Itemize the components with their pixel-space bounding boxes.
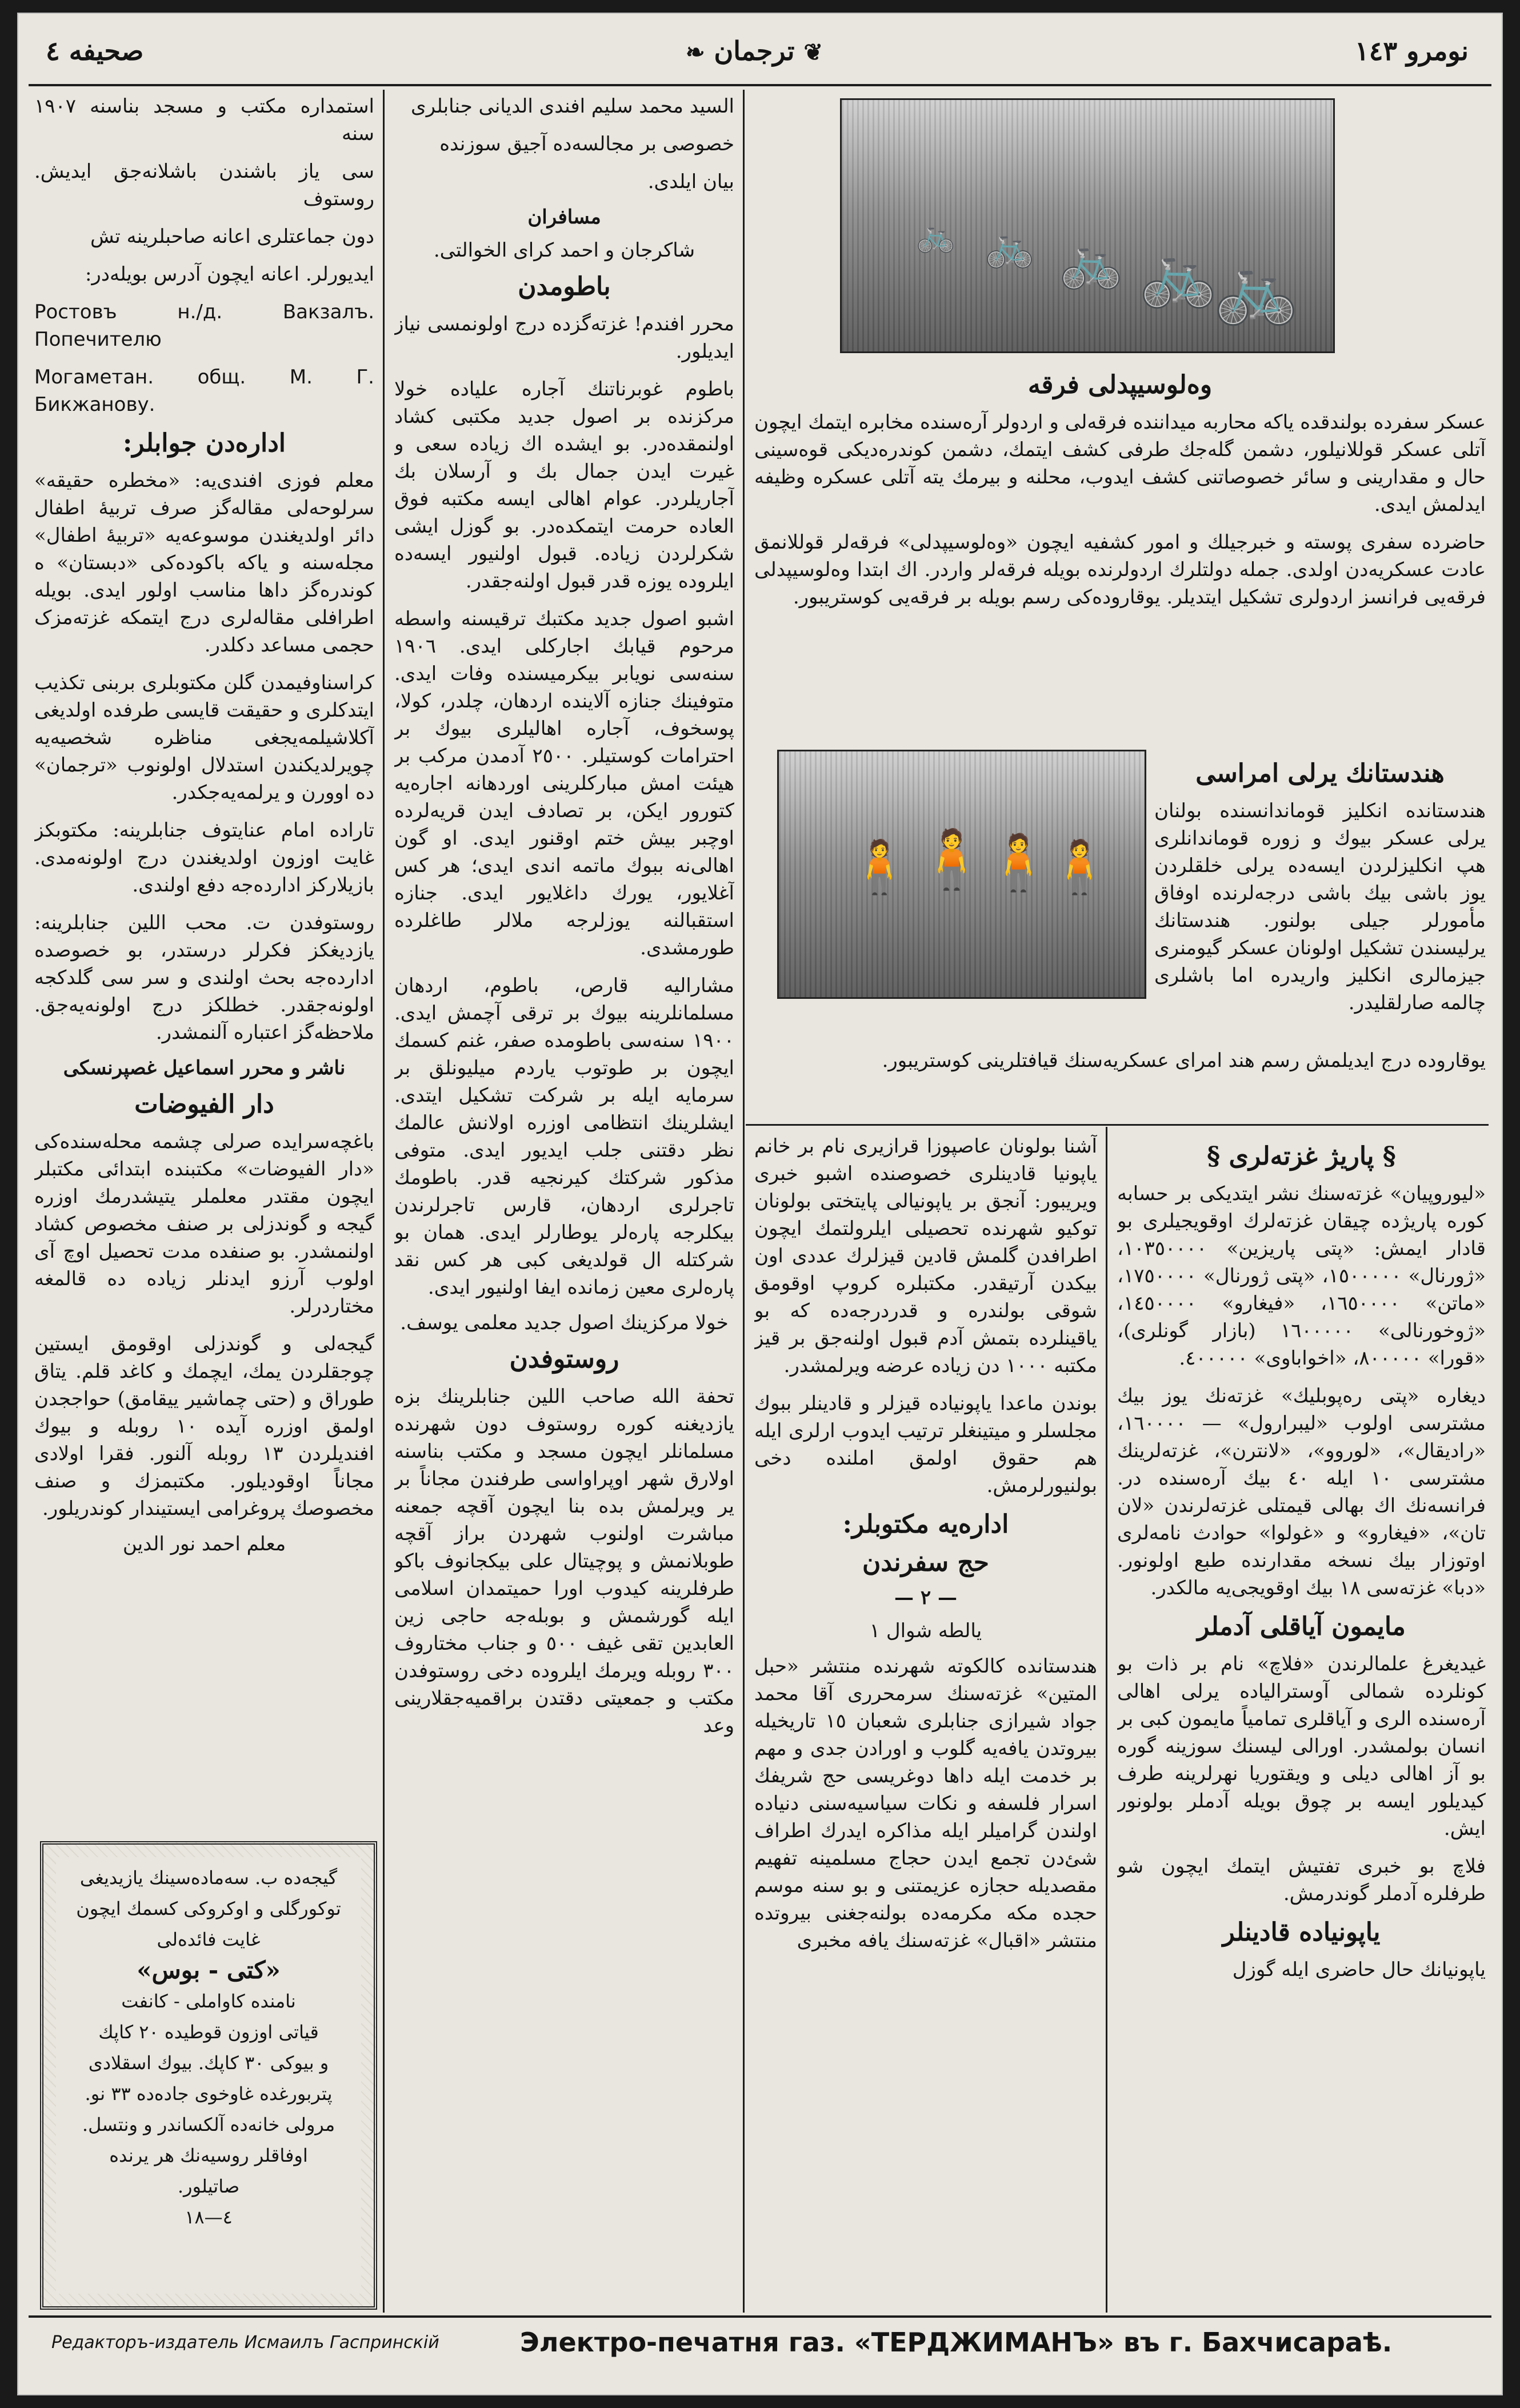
letters-title: اداره‌یه مکتوبلر: [842, 1510, 1009, 1539]
column-rule-3 [1106, 1127, 1107, 2313]
col1-intro-1: استمداره مکتب و مسجد بناسنه ١٩٠٧ سنه [34, 95, 374, 145]
school-paragraph-2: گیجه‌لی و گوندزلی اوقومق ایستین چوجقلردن یمك، ایچمك و کاغد قلم. یتاق طوراق و (حتی چماشیر ییقامق) حواججدن اولمق اوزره آیده ١٠ روبله و بیوك افندیلردن ١٣ روبله آلنور. فقرا اولادی مجاناً اوقودیلور. مکتبمزك و صنف مخصوصك پروغرامی ایستیندار کوندریلور. [34, 1333, 374, 1520]
column-left [34, 93, 374, 1835]
ad-line-3: غایت فائده‌لی [157, 1929, 261, 1950]
cyclist-1-icon: 🚲 [1139, 237, 1217, 310]
batumi-paragraph-2: باطوم غوبرناتنك آجاره علیاده خولا مرکزنده بر اصول جدید مکتبی کشاد اولنمقده‌در. بو ایشده اك زیاده سعی و غیرت ایدن جمال بك و آرسلان بك آجاریلردر. عوام اهالی ایسه مکتبه فوق العاده حرمت ایتمکده‌در. بو گوزل ایشی شکرلردن زیاده. قبول اولنیور ایسه‌ده ایلروده یوزه قدر قبول اولنه‌جقدر. [394, 378, 734, 593]
answer-4: روستوفدن ت. محب اللین جنابلرینه: یازدیغکز فکرلر درستدر، بو خصوصده ادارده‌جه بحث اولندی و سر سی گلدکجه اولونه‌جقدر. خطلکز درج اولونه‌یه‌جق. ملاحظه‌گز اعتباره آلنمشدر. [34, 911, 374, 1044]
officer-4-icon: 🧍 [1047, 837, 1112, 897]
ad-line-12: ٤—١٨ [185, 2206, 233, 2228]
japan-women-paragraph-2: بوندن ماعدا یاپونیاده قیزلر و قادینلر ببوك مجلسلر و میتینغلر ترتیب ایدوب ارلری ایله هم حقوق اولمق املنده دخی بولنیورلرمش. [754, 1392, 1097, 1497]
header-rule [29, 84, 1491, 86]
page-header [29, 30, 1491, 81]
column-rule-2 [743, 90, 745, 2313]
ad-line-7: و بیوکی ٣٠ کاپك. بیوك اسقلادی [88, 2052, 329, 2074]
ad-line-10: اوفاقلر روسیه‌نك هر یرنده [109, 2145, 308, 2166]
india-paragraph-1: هندستانده انکلیز قوماندانسنده بولنان یرلی عسکر بیوك و زوره قوماندانلری هپ انکلیزلردن ایسه‌ده یرلی خلقلردن یوز باشی بیك باشی درجه‌لرنده اوفاق مأمورلر جیلی بولنور. هندستانك یرلیسندن تشکیل اولونان عسکر گیومنری جیزمالری انکلیز واریدرە اما باشلری چالمه صارلقلیدر. [1154, 799, 1486, 1014]
paris-paragraph-1: «لیوروپیان» غزته‌سنك نشر ایتدیکی بر حسابه کوره پاریژده چیقان غزته‌لرك اوقویجیلری بو قادار ایمش: «پتی پاریزین» ١٠٣٥٠٠٠٠، «ژورنال» ١٥٠٠٠٠٠، «پتی ژورنال» ١٧٥٠٠٠٠، «ماتن» ١٦٥٠٠٠٠، «فیغارو» ١٤٥٠٠٠٠، «ژوخورنالی» ١٦٠٠٠٠٠ (بازار گونلری)، «قورا» ٨٠٠٠٠٠، «اخواباوی» ٤٠٠٠٠٠. [1117, 1182, 1486, 1370]
hajj-paragraph-1: هندستانده کالکوته شهرنده منتشر «حبل المتین» غزته‌سنك سرمحرری آقا محمد جواد شیرازی جنابلری شعبان ١٥ تاریخیله بیروتدن یافه‌یه گلوب و اورادن جدی و مهم بر خدمت ایله داها دوغریسی حج شریفك اسرار فلسفه و نکات سیاسیه‌سنی دنیاده اولندن گرامیلر ایله مذاکره ایدرك اطراف شئ‌دن تجمع ایدن حجاج مسلمینه تفهیم مقصدیله حجازه عزیمتنی و بو سنه موسم حجده مکه مکرمه‌ده بولنه‌جغنی بیروتده منتشر «اقبال» غزته‌سنك یافه مخبری [754, 1655, 1097, 1952]
ad-line-6: قیاتی اوزون قوطیده ٢٠ کاپك [98, 2021, 319, 2043]
ad-line-11: صاتیلور. [177, 2175, 240, 2197]
answer-2: کراسناوفیمدن گلن مکتوبلری بربنی تکذیب ایتدکلری و حقیقت قایسی طرفده اولدیغی آکلاشیلمه‌یجغی مناظره شخصیه‌یه چویرلدیکندن استدلال اولونوب «ترجمان» ده اوورن و یرلمه‌یه‌جکدر. [34, 671, 374, 804]
col2-intro-3: بیان ایلدی. [647, 170, 734, 193]
issue-number: نومرو ١٤٣ [1355, 35, 1469, 66]
ornament-right-icon: ❧ [685, 39, 705, 66]
cyclist-troop-engraving [840, 98, 1335, 353]
school-title: دار الفیوضات [134, 1090, 274, 1119]
india-article [1154, 750, 1486, 1047]
japan-title: یاپونیاده قادینلر [1222, 1918, 1381, 1947]
monkey-paragraph-2: فلاچ بو خبری تفتیش ایتمك ایچون شو طرفلره آدملر گوندرمش. [1117, 1855, 1486, 1905]
batumi-signature: خولا مرکزینك اصول جدید معلمی یوسف. [400, 1311, 729, 1334]
paris-title: § پاریژ غزته‌لری § [1207, 1142, 1396, 1171]
batumi-paragraph-3: اشبو اصول جدید مکتبك ترقیسنه واسطه مرحوم قیابك اجارکلی ایدی. ١٩٠٦ سنه‌سی نویابر بیکرمیسنده وفات ایدی. متوفینك جنازه آلاینده اردهان، چلدر، کولا، پوسخوف، آجاره اهالیلری بیوك بر احترامات کوستیلر. ٢٥٠٠ آدمدن مرکب بر هیئت امش مبارکلرینی اوردهانه اجاره‌یه کتورور ایکن، بر تصادف ایدن قریه‌لرده اوچبر بیش ختم اوقنور ایدی. او گون اهالی‌نه ببوك ماتمه اندی ایدی؛ هر کس آغلایور، یورك داغلایور ایدی. جنازه استقبالنه یوزلرجه ملالر طاغلرده طورمشدی. [394, 607, 734, 959]
japan-paragraph-1: یاپونیانك حال حاضری ایله گوزل [1232, 1958, 1486, 1981]
ornament-left-icon: ❦ [803, 39, 823, 66]
batumi-title: باطومدن [518, 272, 611, 301]
school-signature: معلم احمد نور الدین [122, 1533, 286, 1555]
ad-product-name: «کتی - بوس» [137, 1956, 281, 1984]
cyclist-3-icon: 🚲 [1059, 231, 1123, 291]
travelers-label: مسافران [527, 206, 601, 229]
rostov-title: روستوفدن [509, 1345, 619, 1374]
batumi-paragraph-4: مشارالیه قارص، باطوم، اردهان مسلمانلرینه بیوك بر ترقی آچمش ایدی. ١٩٠٠ سنه‌سی باطومده صفر، غنم کسمك ایچون بر طوتوب یاردم میلیونلق بر سرمایه ایله بر شرکت تشکیل ایتدی. ایشلرینك انتظامی اوزره اولانش عالمك نظر دقتنی جلب ایدیور ایدی. متوفی مذکور شرکتك کیرنجیه قدر. باطومك تاجرلری اردهان، قارس تاجرلرندن بیکلرجه پارەلر یوطارلر ایدی. همان بو شرکتله ال قولدیغی کبی هر کس نقد پاره‌لری معین زمانده ایفا اولنیور ایدی. [394, 974, 734, 1299]
school-paragraph-1: باغچه‌سرایده صرلی چشمه محله‌سنده‌کی «دار الفیوضات» مکتبنده ابتدائی مکتبلر ایچون مقتدر معلملر یتیشدرمك اوزره گیجه و گوندزلی بر صنف مخصوص کشاد اولنمشدر. بو صنفده مدت تحصیل اوچ آی اولوب آرزو ایدنلر زیاده ده قالمغه مختاردرلر. [34, 1130, 374, 1318]
officer-2-icon: 🧍 [916, 826, 987, 893]
batumi-paragraph-1: محرر افندم! غزته‌گزده درج اولونمسی نیاز ایدیلور. [394, 313, 734, 363]
column-right-b [754, 1133, 1097, 2310]
answer-1: معلم فوزی افندی‌یه: «مخطره حقیقه» سرلوحه‌لی مقاله‌گز صرف تربیهٔ اطفال دائر اولدیغندن موسوعه‌یه «تربیهٔ اطفال» مجله‌سنه و یاکه باکوده‌کی «دبستان» ه کوندره‌گز داها مناسب اولور ایدی. بویله اطرافلی مقاله‌لری درج ایتمکه غزته‌مزک حجمی مساعد دکلدر. [34, 469, 374, 657]
ad-line-1: گیجه‌ده ب. سه‌ماده‌سینك یازیدیغی [79, 1867, 338, 1889]
cyclist-paragraph-2: حاضرده سفری پوسته و خبرجیلك و امور کشفیه ایچون «وەلوسیپدلی» فرقه‌لر قوللانمق عادت عسکریه‌دن اولدی. جمله دولتلرك اردولرنده بویله فرقه‌لر واردر. اك ابتدا وەلوسیپدلی فرقه‌یی فرانسز اردولری تشکیل ایتدیلر. یوقاروده‌کی رسم بویله بر فرقه‌یی کوستریبور. [754, 531, 1486, 609]
printing-house: Электро-печатня газ. «ТЕРДЖИМАНЪ» въ г. Бахчисараѣ. [520, 2327, 1393, 2358]
ad-line-9: مرولی خانه‌ده آلکساندر و ونتسل. [82, 2114, 335, 2135]
footer-rule [29, 2315, 1491, 2318]
cyclist-5-icon: 🚲 [916, 217, 955, 254]
cyclist-4-icon: 🚲 [985, 223, 1035, 270]
monkey-title: مایمون آیاقلی آدملر [1197, 1612, 1406, 1641]
section-rule [746, 1124, 1489, 1126]
column-rule-1 [383, 90, 385, 2313]
paris-paragraph-2: دیغاره «پتی ره‌پوبلیك» غزته‌نك یوز بیك مشترسی اولوب «لیبرارول» — ١٦٠٠٠٠، «رادیقال»، «لوروو»، «لانترن»، غزته‌لرینك مشترسی ١٠ ایله ٤٠ بیك آره‌سنده در. فرانسه‌نك اك بهالی قیمتلی غزته‌لرندن «لان تان»، «فیغارو» و «غولوا» حوادث نامه‌لری اوتوزار بیك نسخه مقدارنده طبع اولونور. «دبا» غزته‌سی ١٨ بیك اوقویجی‌یه مالکدر. [1117, 1385, 1486, 1599]
japan-women-paragraph-1: آشنا بولونان عاصپوزا قرازیری نام بر خانم یاپونیا قادینلری خصوصنده اشبو خبری ویریبور: آنجق بر یاپونیالی پایتختی بولونان توکیو شهرنده تحصیلی ایلرولتمك ایچون اطرافدن گلمش قادین قیزلرك عددی اون بیکدن آرتیقدر. مکتبلره کروپ اوقومق شوقی بولندره و قدردرجه‌ده که بو یاقینلرده بتمش آدم قبول اولنه‌جق بر قیز مکتبه ١٠٠٠ دن زیاده عرضه ویرلمشدر. [754, 1135, 1097, 1377]
hajj-part: — ٢ — [894, 1586, 957, 1609]
cyclist-2-icon: 🚲 [1213, 249, 1299, 328]
column-right-c [1117, 1133, 1486, 2310]
cyclist-title: وەلوسیپدلی فرقه [1027, 370, 1213, 399]
answers-title: اداره‌دن جوابلر: [122, 429, 286, 458]
col2-intro-2: خصوصی بر مجالسه‌ده آجیق سوزنده [439, 133, 734, 155]
ad-line-5: نامنده کاواملی - کانفت [121, 1990, 296, 2012]
column-right-top [754, 361, 1486, 738]
col1-intro-2: سی یاز باشندن باشلانه‌جق ایدیش. روستوف [34, 160, 374, 210]
india-caption [760, 1047, 1486, 1121]
column-middle [394, 93, 734, 2310]
newspaper-page [17, 13, 1503, 2395]
col1-intro-3: دون جماعتلری اعانه صاحبلرینه تش [90, 225, 374, 248]
col2-intro-1: السید محمد سلیم افندی الدیانی جنابلری [411, 95, 734, 118]
newspaper-name: ترجمان [714, 35, 795, 66]
india-paragraph-2: یوقاروده درج ایدیلمش رسم هند امرای عسکریه‌سنك قیافتلرینی کوستریبور. [882, 1049, 1486, 1072]
cyclist-paragraph-1: عسکر سفرده بولندقده یاکه محاربه میداننده فرقه‌لی و اردولر آره‌سنده مخابره ایتمك ایچون آتلی عسکر قوللانیلور، دشمن گلەجك طرفی کشف ایتمك، دشمن کوندره‌دیکی قوه‌سینی حال و مقدارینی و سائر خصوصاتنی کشف ایدوب، محلنه و بیرمك یته آتلی عسکره وظیفه ایدلمش ایدی. [754, 411, 1486, 516]
india-title: هندستانك یرلی امراسی [1195, 759, 1445, 788]
officer-1-icon: 🧍 [847, 837, 912, 897]
officer-3-icon: 🧍 [985, 831, 1053, 894]
monkey-paragraph-1: غیدیغرغ علمالرندن «فلاچ» نام بر ذات بو کونلرده شمالی آوسترالیاده یرلی اهالی آره‌سنده الری و آیاقلری تمامیاً مایمون کبی بر انسان بولمشدر. اورالی لیسنك سوزینه گوره بو آز اهالی دیلی و ویقتوریا نهرلرینه طرف کیدیلور ایسه بر چوق بویله آدملر بولونور ایش. [1117, 1653, 1486, 1840]
masthead [657, 35, 851, 66]
col1-intro-4: ایدیورلر. اعانه ایچون آدرس بویله‌در: [85, 263, 374, 286]
advertisement-box [40, 1841, 377, 2310]
ad-line-8: پتربورغده غاوخوی جاده‌ده ٣٣ نو. [85, 2083, 333, 2105]
page-label: صحیفه ٤ [46, 35, 144, 66]
hajj-date: یالطه شوال ١ [869, 1619, 982, 1642]
editor-publisher: Редакторъ-издатель Исмаилъ Гаспринскій [51, 2333, 439, 2353]
address-ru-1: Ростовъ н./д. Вакзалъ. Попечителю [34, 301, 374, 351]
answer-3: تاراده امام عنایتوف جنابلرینه: مکتوبکز غایت اوزون اولدیغندن درج اولونه‌مدی. بازیلارکز ادارده‌جه دفع اولندی. [34, 819, 374, 897]
indian-officers-photo [777, 750, 1146, 999]
rostov-paragraph-1: تحفة الله صاحب اللین جنابلرینك بزه یازدیغنه کوره روستوف دون شهرنده مسلمانلر ایچون مسجد و مکتب بناسنه اولارق شهر اوپراواسی طرفندن مجاناً بر یر ویرلمش بده بنا ایچون آقچه جمعنه مباشرت اولنوب شهردن براز آقچه طوبلانمش و پوچیتال علی بیکجانوف باکو طرفلرینه کیدوب اورا حمیتمدان اسلامی ایله گورشمش و بوبله‌جه حاجی زین العابدین تقی غیف ٥٠٠ و جناب مختاروف ٣٠٠ روبله ویرمك ایلروده دخی روستوفدن مکتب و جمعیتی دقتدن براقمیه‌جقلارینی وعد [394, 1385, 734, 1737]
hajj-title: حج سفرندن [862, 1548, 989, 1577]
address-ru-2: Могаметан. общ. М. Г. Бикжанову. [34, 366, 374, 416]
advertisement-inner [56, 1857, 361, 2294]
travelers-names: شاکرجان و احمد کرای الخوالتی. [433, 239, 695, 262]
page-footer [29, 2321, 1491, 2378]
ad-line-2: توکورگلی و اوکروکی کسمك ایچون [76, 1898, 341, 1919]
publisher-line: ناشر و محرر اسماعیل غصپرنسکی [63, 1057, 346, 1079]
